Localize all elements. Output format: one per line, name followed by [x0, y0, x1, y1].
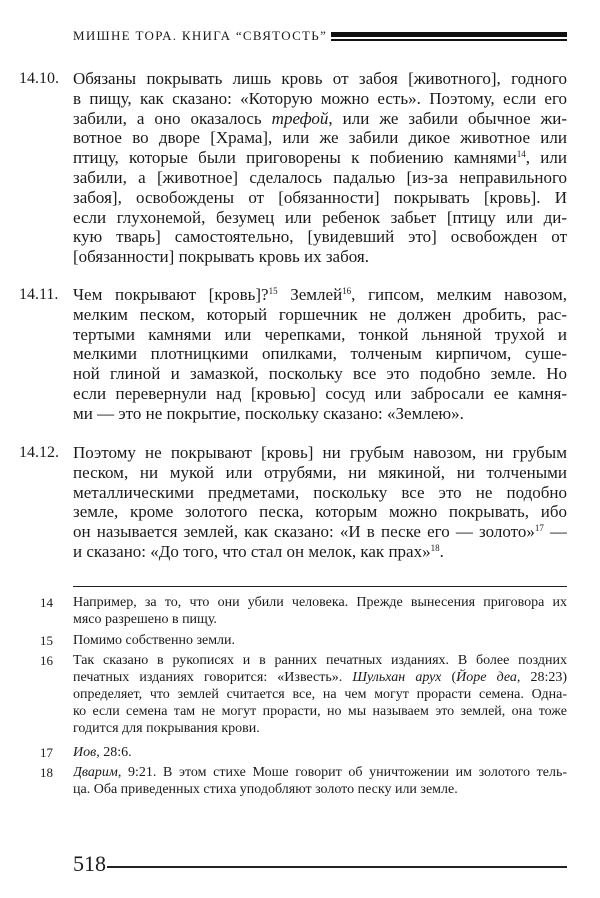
text-run: ной глиной и замазкой, поскольку все это подобно земле. Но	[73, 364, 567, 384]
text-run: ца. Оба приведенных стиха уподобляют золото песку или земле.	[73, 782, 458, 797]
paragraph-body	[73, 69, 567, 267]
text-line	[73, 227, 567, 247]
text-line	[73, 89, 567, 109]
text-run: в пищу, как сказано: «Которую можно есть». Поэтому, если его	[73, 88, 567, 108]
text-run: он называется землей, как сказано: «И в песке его — золото»	[73, 522, 535, 542]
text-run: , 9:21. В этом стихе Моше говорит об уничтожении им золотого тель-	[117, 765, 567, 780]
footnote-number: 17	[40, 745, 53, 760]
text-run: тертыми камнями или черепками, тонкой льняной трухой и	[73, 324, 567, 344]
text-run: песком, ни мукой или отрубями, ни мякиной, ни толчеными	[73, 462, 567, 482]
text-run: Землей	[277, 285, 343, 304]
paragraph-number: 14.11.	[19, 286, 59, 303]
paragraph-number: 14.12.	[19, 444, 59, 461]
text-run: земле, кроме золотого песка, которым можно покрывать, ибо	[73, 502, 567, 522]
text-run: ко если семена там не могут прорасти, но мы называем это землей, она тоже	[73, 704, 567, 719]
footnote-ref: 17	[534, 523, 544, 534]
footnote-number: 15	[40, 633, 53, 648]
text-line	[73, 168, 567, 188]
text-run: Например, за то, что они убили человека. Прежде вынесения приговора их	[73, 595, 567, 610]
footnote-body	[73, 632, 567, 649]
footnote-ref: 14	[516, 149, 526, 160]
text-line	[73, 443, 567, 463]
text-line	[73, 720, 567, 737]
text-line	[73, 128, 567, 148]
text-run: мелким песком, который горшечник не должен дробить, рас-	[73, 304, 567, 324]
text-line	[73, 109, 567, 129]
text-run: , гипсом, мелким навозом,	[351, 285, 567, 304]
footnote-separator	[73, 586, 567, 587]
paragraph-body	[73, 443, 567, 562]
text-line	[73, 669, 567, 686]
text-line	[73, 542, 567, 562]
text-run: определяет, что землей считается все, на чем могут прорасти семена. Одна-	[73, 687, 567, 702]
paragraph-number: 14.10.	[19, 70, 59, 87]
running-header	[73, 26, 567, 46]
text-line	[73, 632, 567, 649]
text-run: [обязанности] покрывать кровь их забоя.	[73, 247, 369, 267]
text-line	[73, 247, 567, 267]
footnote-number: 14	[40, 595, 53, 610]
paragraph-body	[73, 285, 567, 424]
text-run: Чем покрывают [кровь]?	[73, 285, 269, 304]
text-run: вотное во дворе [Храма], или же забили дикое животное или	[73, 128, 567, 148]
italic-text: Иов	[73, 745, 97, 760]
text-line	[73, 463, 567, 483]
text-line	[73, 404, 567, 424]
text-run: годится для покрывания крови.	[73, 721, 260, 736]
text-run: если перевернули над [кровью] сосуд или забросали ее камня-	[73, 383, 567, 403]
text-run: печатных изданиях говорится: «Известь».	[73, 670, 353, 685]
text-line	[73, 483, 567, 503]
text-line	[73, 208, 567, 228]
text-run: птицу, которые были приговорены к побиению камнями	[73, 148, 517, 168]
text-run: забили, а [животное] сделалось падалью [из-за неправильного	[73, 167, 567, 187]
text-line	[73, 652, 567, 669]
text-run: мясо разрешено в пищу.	[73, 612, 217, 627]
italic-text: Йоре деа	[456, 670, 517, 685]
text-run: металлическими предметами, поскольку все это не подобно	[73, 482, 567, 502]
footer-rule	[107, 866, 567, 868]
text-run: Помимо собственно земли.	[73, 633, 236, 648]
text-run: Так сказано в рукописях и в ранних печатных изданиях. В более поздних	[73, 653, 567, 668]
text-line	[73, 781, 567, 798]
footnote-body	[73, 594, 567, 628]
text-line	[73, 69, 567, 89]
text-line	[73, 188, 567, 208]
text-run: —	[543, 522, 567, 542]
text-line	[73, 764, 567, 781]
text-run: , или	[525, 148, 567, 168]
footnote-number: 16	[40, 653, 53, 668]
page-number: 518	[73, 851, 106, 876]
footnote-body	[73, 764, 567, 798]
footnote-ref: 18	[430, 542, 440, 553]
text-run: мелкими плотницкими опилками, толченым кирпичом, суше-	[73, 344, 567, 364]
text-run: (	[441, 670, 457, 685]
text-run: и сказано: «До того, что стал он мелок, как прах»	[73, 541, 431, 561]
text-run: , 28:23)	[516, 670, 567, 685]
text-run: , 28:6.	[96, 745, 132, 760]
italic-text: трефой	[271, 108, 329, 128]
footnote-body	[73, 652, 567, 737]
text-line	[73, 703, 567, 720]
text-run: , или же забили обычное жи-	[328, 108, 567, 128]
italic-text: Дварим	[73, 765, 118, 780]
text-run: ми — это не покрытие, поскольку сказано: «Землею».	[73, 403, 464, 423]
text-run: забили, а оно оказалось	[73, 108, 272, 128]
text-line	[73, 364, 567, 384]
footnote-body	[73, 744, 567, 761]
text-line	[73, 344, 567, 364]
text-line	[73, 148, 567, 168]
text-line	[73, 744, 567, 761]
text-run: забоя], освобождены от [обязанности] покрывать [кровь]. И	[73, 187, 567, 207]
text-run: Поэтому не покрывают [кровь] ни грубым навозом, ни грубым	[73, 443, 567, 462]
text-line	[73, 285, 567, 305]
text-line	[73, 522, 567, 542]
text-line	[73, 384, 567, 404]
text-line	[73, 594, 567, 611]
footnote-ref: 16	[342, 286, 352, 296]
footnote-ref: 15	[268, 286, 278, 296]
header-title: МИШНЕ ТОРА. КНИГА “СВЯТОСТЬ”	[73, 28, 328, 43]
text-run: кую тварь] самостоятельно, [увидевший это] освобожден от	[73, 227, 567, 247]
italic-text: Шульхан арух	[352, 670, 442, 685]
header-rule	[331, 32, 567, 41]
text-line	[73, 325, 567, 345]
text-run: если глухонемой, безумец или ребенок забьет [птицу или ди-	[73, 207, 567, 227]
text-line	[73, 502, 567, 522]
footnote-number: 18	[40, 765, 53, 780]
text-line	[73, 686, 567, 703]
text-line	[73, 611, 567, 628]
text-run: Обязаны покрывать лишь кровь от забоя [животного], годного	[73, 69, 567, 88]
text-run: .	[439, 541, 444, 561]
text-line	[73, 305, 567, 325]
